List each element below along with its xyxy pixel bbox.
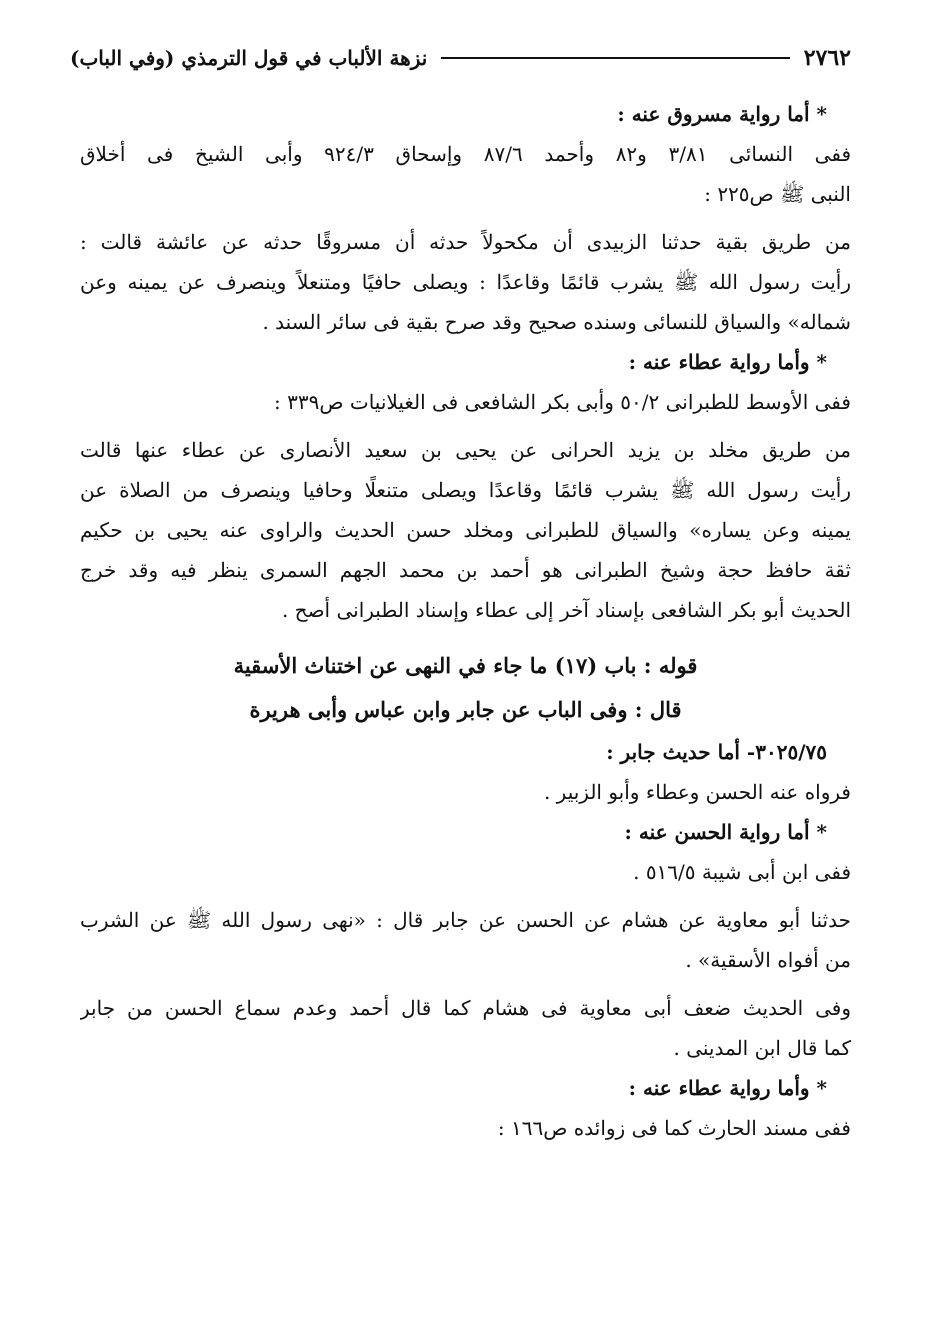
text-line: ثقة حافظ حجة وشيخ الطبرانى هو أحمد بن محمد الجهم السمرى ينظر فيه وقد خرج	[80, 558, 851, 582]
text-line: من طريق مخلد بن يزيد الحرانى عن يحيى بن سعيد الأنصارى عن عطاء عنها قالت	[80, 438, 851, 462]
text-line-final: ففى مسند الحارث كما فى زوائده ص١٦٦ :	[497, 1116, 851, 1140]
text-line: وفى الحديث ضعف أبى معاوية فى هشام كما قال أحمد وعدم سماع الحسن من جابر	[80, 996, 851, 1020]
text-line-final: كما قال ابن المدينى .	[673, 1036, 851, 1060]
running-title: نزهة الألباب في قول الترمذي (وفي الباب)	[70, 46, 428, 70]
section-heading: قال : وفى الباب عن جابر وابن عباس وأبى هريرة	[249, 697, 682, 722]
text-line-final: من أفواه الأسقية» .	[685, 948, 851, 972]
text-line: رأيت رسول الله ﷺ يشرب قائمًا وقاعدًا : ويصلى حافيًا ومتنعلاً وينصرف عن يمينه وعن	[80, 270, 851, 294]
text-line: رأيت رسول الله ﷺ يشرب قائمًا وقاعدًا ويصلى متنعلًا وحافيا وينصرف من الصلاة عن	[80, 478, 851, 502]
text-line-final: فرواه عنه الحسن وعطاء وأبو الزبير .	[543, 780, 851, 804]
paragraph-gap	[80, 422, 851, 430]
paragraph-gap	[80, 892, 851, 900]
page-header	[70, 38, 851, 78]
paragraph-gap	[80, 980, 851, 988]
subheading-line: ٣٠٢٥/٧٥- أما حديث جابر :	[606, 740, 827, 764]
subheading-line: * وأما رواية عطاء عنه :	[628, 1076, 827, 1100]
text-line: حدثنا أبو معاوية عن هشام عن الحسن عن جابر قال : «نهى رسول الله ﷺ عن الشرب	[80, 908, 851, 932]
section-heading: قوله : باب (١٧) ما جاء في النهى عن اختناث الأسقية	[233, 653, 698, 678]
text-line: من طريق بقية حدثنا الزبيدى أن مكحولاً حدثه أن مسروقًا حدثه عن عائشة قالت :	[80, 230, 851, 254]
text-line-final: ففى ابن أبى شيبة ٥١٦/٥ .	[633, 860, 851, 884]
page-number: ٢٧٦٢	[803, 45, 851, 71]
text-line: يمينه وعن يساره» والسياق للطبرانى ومخلد حسن الحديث والراوى عنه يحيى بن حكيم	[80, 518, 851, 542]
text-line-final: الحديث أبو بكر الشافعى بإسناد آخر إلى عطاء وإسناد الطبرانى أصح .	[281, 598, 851, 622]
page-body	[80, 94, 851, 1148]
subheading-line: * أما رواية مسروق عنه :	[617, 102, 827, 126]
header-rule	[441, 57, 789, 59]
text-line: ففى النسائى ٣/٨١ و٨٢ وأحمد ٨٧/٦ وإسحاق ٩٢٤/٣ وأبى الشيخ فى أخلاق	[80, 142, 851, 166]
text-line-final: شماله» والسياق للنسائى وسنده صحيح وقد صرح بقية فى سائر السند .	[262, 310, 851, 334]
section-gap	[80, 630, 851, 644]
subheading-line: * وأما رواية عطاء عنه :	[628, 350, 827, 374]
paragraph-gap	[80, 214, 851, 222]
text-line-final: النبى ﷺ ص٢٢٥ :	[704, 182, 851, 206]
subheading-line: * أما رواية الحسن عنه :	[624, 820, 827, 844]
text-line-final: ففى الأوسط للطبرانى ٥٠/٢ وأبى بكر الشافعى فى الغيلانيات ص٣٣٩ :	[273, 390, 851, 414]
